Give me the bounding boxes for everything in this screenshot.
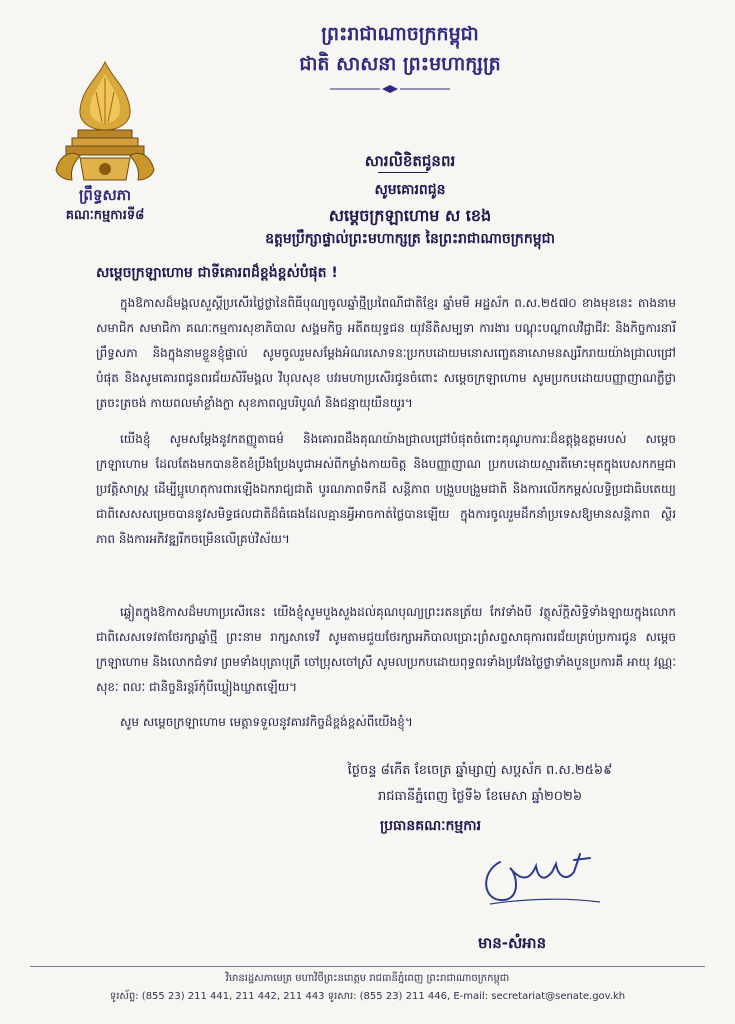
signer-name: មាន-សំអាន	[478, 934, 547, 952]
org-department: គណៈកម្មការទី៨	[65, 208, 145, 223]
paragraph-blessing: ឆ្លៀតក្នុងឱកាសដ៏មហាប្រសើរនេះ យើងខ្ញុំសូមបួងសួងដល់គុណបុណ្យព្រះរតនត្រ័យ កែវទាំងបី វត្ថុស័ក្តិសិទ្ធិទាំងឡាយក្នុងលោក ជាពិសេសទេវតាថែរក្សាឆ្នាំថ្មី ព្រះនាម រាក្សសាទេវី សូមតាមជួយថែរក្សាអភិបាលប្រោះព្រំសព្ទសាធុការពរជ័យគ្រប់ប្រការជូន សម្តេចក្រឡាហោម និងលោកជំទាវ ព្រមទាំងបុត្រាបុត្រី ចៅប្រុសចៅស្រី សូមលប្រកបដោយពុទ្ធពរទាំងប្រវែងថ្លៃថ្លាទាំងបួនប្រការគឺ អាយុ វណ្ណៈ សុខៈ ពលៈ ជានិច្ចនិរន្តរ៍កុំបីឃ្លៀងឃ្លាតឡើយ។	[96, 605, 676, 694]
addressee-label: សូមគោរពជូន	[374, 182, 446, 198]
document-type-heading: សារលិខិតជូនពរ	[364, 152, 456, 170]
lunar-date: ថ្ងៃចន្ទ ៨កើត ខែចេត្រ ឆ្នាំម្សាញ់ សប្តស័ក ព.ស.២៥៦៩	[347, 763, 613, 778]
heading-underline	[378, 172, 428, 173]
recipient-title: ឧត្តមប្រឹក្សាផ្ទាល់ព្រះមហាក្សត្រ នៃព្រះរាជាណាចក្រកម្ពុជា	[265, 231, 555, 247]
divider-ornament	[330, 84, 450, 94]
signer-title: ប្រធានគណៈកម្មការ	[380, 818, 482, 834]
recipient-name: សម្តេចក្រឡាហោម ស ខេង	[328, 206, 492, 225]
national-motto-kingdom: ព្រះរាជាណាចក្រកម្ពុជា	[321, 23, 479, 45]
paragraph-greeting: ក្នុងឱកាសដ៏មង្គលសួស្តីប្រសើរថ្លៃថ្លានៃពិធីបុណ្យចូលឆ្នាំថ្មីប្រពៃណីជាតិខ្មែរ ឆ្នាំមមី អដ្ឋស័ក ព.ស.២៥៧០ ខាងមុខនេះ តាងនាមសមាជិក សមាជិកា គណៈកម្មការសុខាភិបាល សង្គមកិច្ច អតីតយុទ្ធជន យុវនីតិសម្បទា ការងារ បណ្តុះបណ្តាលវិជ្ជាជីវៈ និងកិច្ចការនារី ព្រឹទ្ធសភា និងក្នុងនាមខ្លួនខ្ញុំផ្ទាល់ សូមចូលរួមសម្តែងអំណរសោទនៈប្រកបដោយមនោសញ្ចេតនាសោមនស្សរីករាយយ៉ាងជ្រាលជ្រៅបំផុត និងសូមគោរពជូនពរជ័យសិរីមង្គល វិបុលសុខ បវរមហាប្រសើរជូនចំពោះ សម្តេចក្រឡាហោម សូមប្រកបដោយបញ្ញាញាណភ្លឺថ្លា ត្រចះត្រចង់ កាយពលមាំខ្លាំងក្លា សុខភាពល្អបរិបូណ៌ និងជន្មាយុយឺនយូរ។	[96, 296, 676, 410]
national-motto-nation-religion-king: ជាតិ សាសនា ព្រះមហាក្សត្រ	[299, 53, 501, 75]
paragraph-closing: សូម សម្តេចក្រឡាហោម មេត្តាទទួលនូវគារវកិច្ចដ៏ខ្ពង់ខ្ពស់ពីយើងខ្ញុំ។	[120, 715, 413, 729]
handwritten-signature	[470, 842, 610, 912]
footer-contact: ទូរស័ព្ទ: (855 23) 211 441, 211 442, 211 443 ទូរសារ: (855 23) 211 446, E-mail: secretariat@senate.gov.kh	[109, 991, 626, 1002]
org-name: ព្រឹទ្ធសភា	[78, 186, 132, 204]
footer-divider	[30, 966, 705, 967]
salutation: សម្តេចក្រឡាហោម ជាទីគោរពដ៏ខ្ពង់ខ្ពស់បំផុត !	[96, 265, 338, 281]
paragraph-gratitude: យើងខ្ញុំ សូមសម្តែងនូវកតញ្ញូតាធម៌ និងគោរពដឹងគុណយ៉ាងជ្រាលជ្រៅបំផុតចំពោះគុណូបការៈដ៏ឧត្តុង្គឧត្តមរបស់ សម្តេចក្រឡាហោម ដែលតែងមកបានខិតខំប្រឹងប្រែងបូជាអស់ពីកម្លាំងកាយចិត្ត និងបញ្ញាញាណ ប្រកបដោយស្មារតីមោះមុតក្នុងបេសកកម្មជាប្រវត្តិសាស្ត្រ ដើម្បីប្អូហេតុការពារឡើងឯករាជ្យជាតិ បូរណភាពទឹកដី សន្តិភាព បង្រួបបង្រួមជាតិ និងការលើកកម្ពស់លទ្ធិប្រជាធិបតេយ្យ ជាពិសេសសម្រេចបាននូវសមិទ្ធផលជាតិដ៏ធំធេងដែលគ្មានអ្វីអាចកាត់ថ្លៃបានឡើយ ក្នុងការចូលរួមដឹកនាំប្រទេសឱ្យមានសន្តិភាព ស្ថិរភាព និងការអភិវឌ្ឍរីកចម្រើនលើគ្រប់វិស័យ។	[96, 432, 676, 546]
senate-emblem-logo	[50, 58, 160, 186]
footer-address: វិមានរដ្ឋសភាមេត្រ មហាវិថីព្រះនរោត្តម រាជធានីភ្នំពេញ ព្រះរាជាណាចក្រកម្ពុជា	[225, 973, 510, 984]
place-and-solar-date: រាជធានីភ្នំពេញ ថ្ងៃទី៦ ខែមេសា ឆ្នាំ២០២៦	[377, 789, 583, 804]
